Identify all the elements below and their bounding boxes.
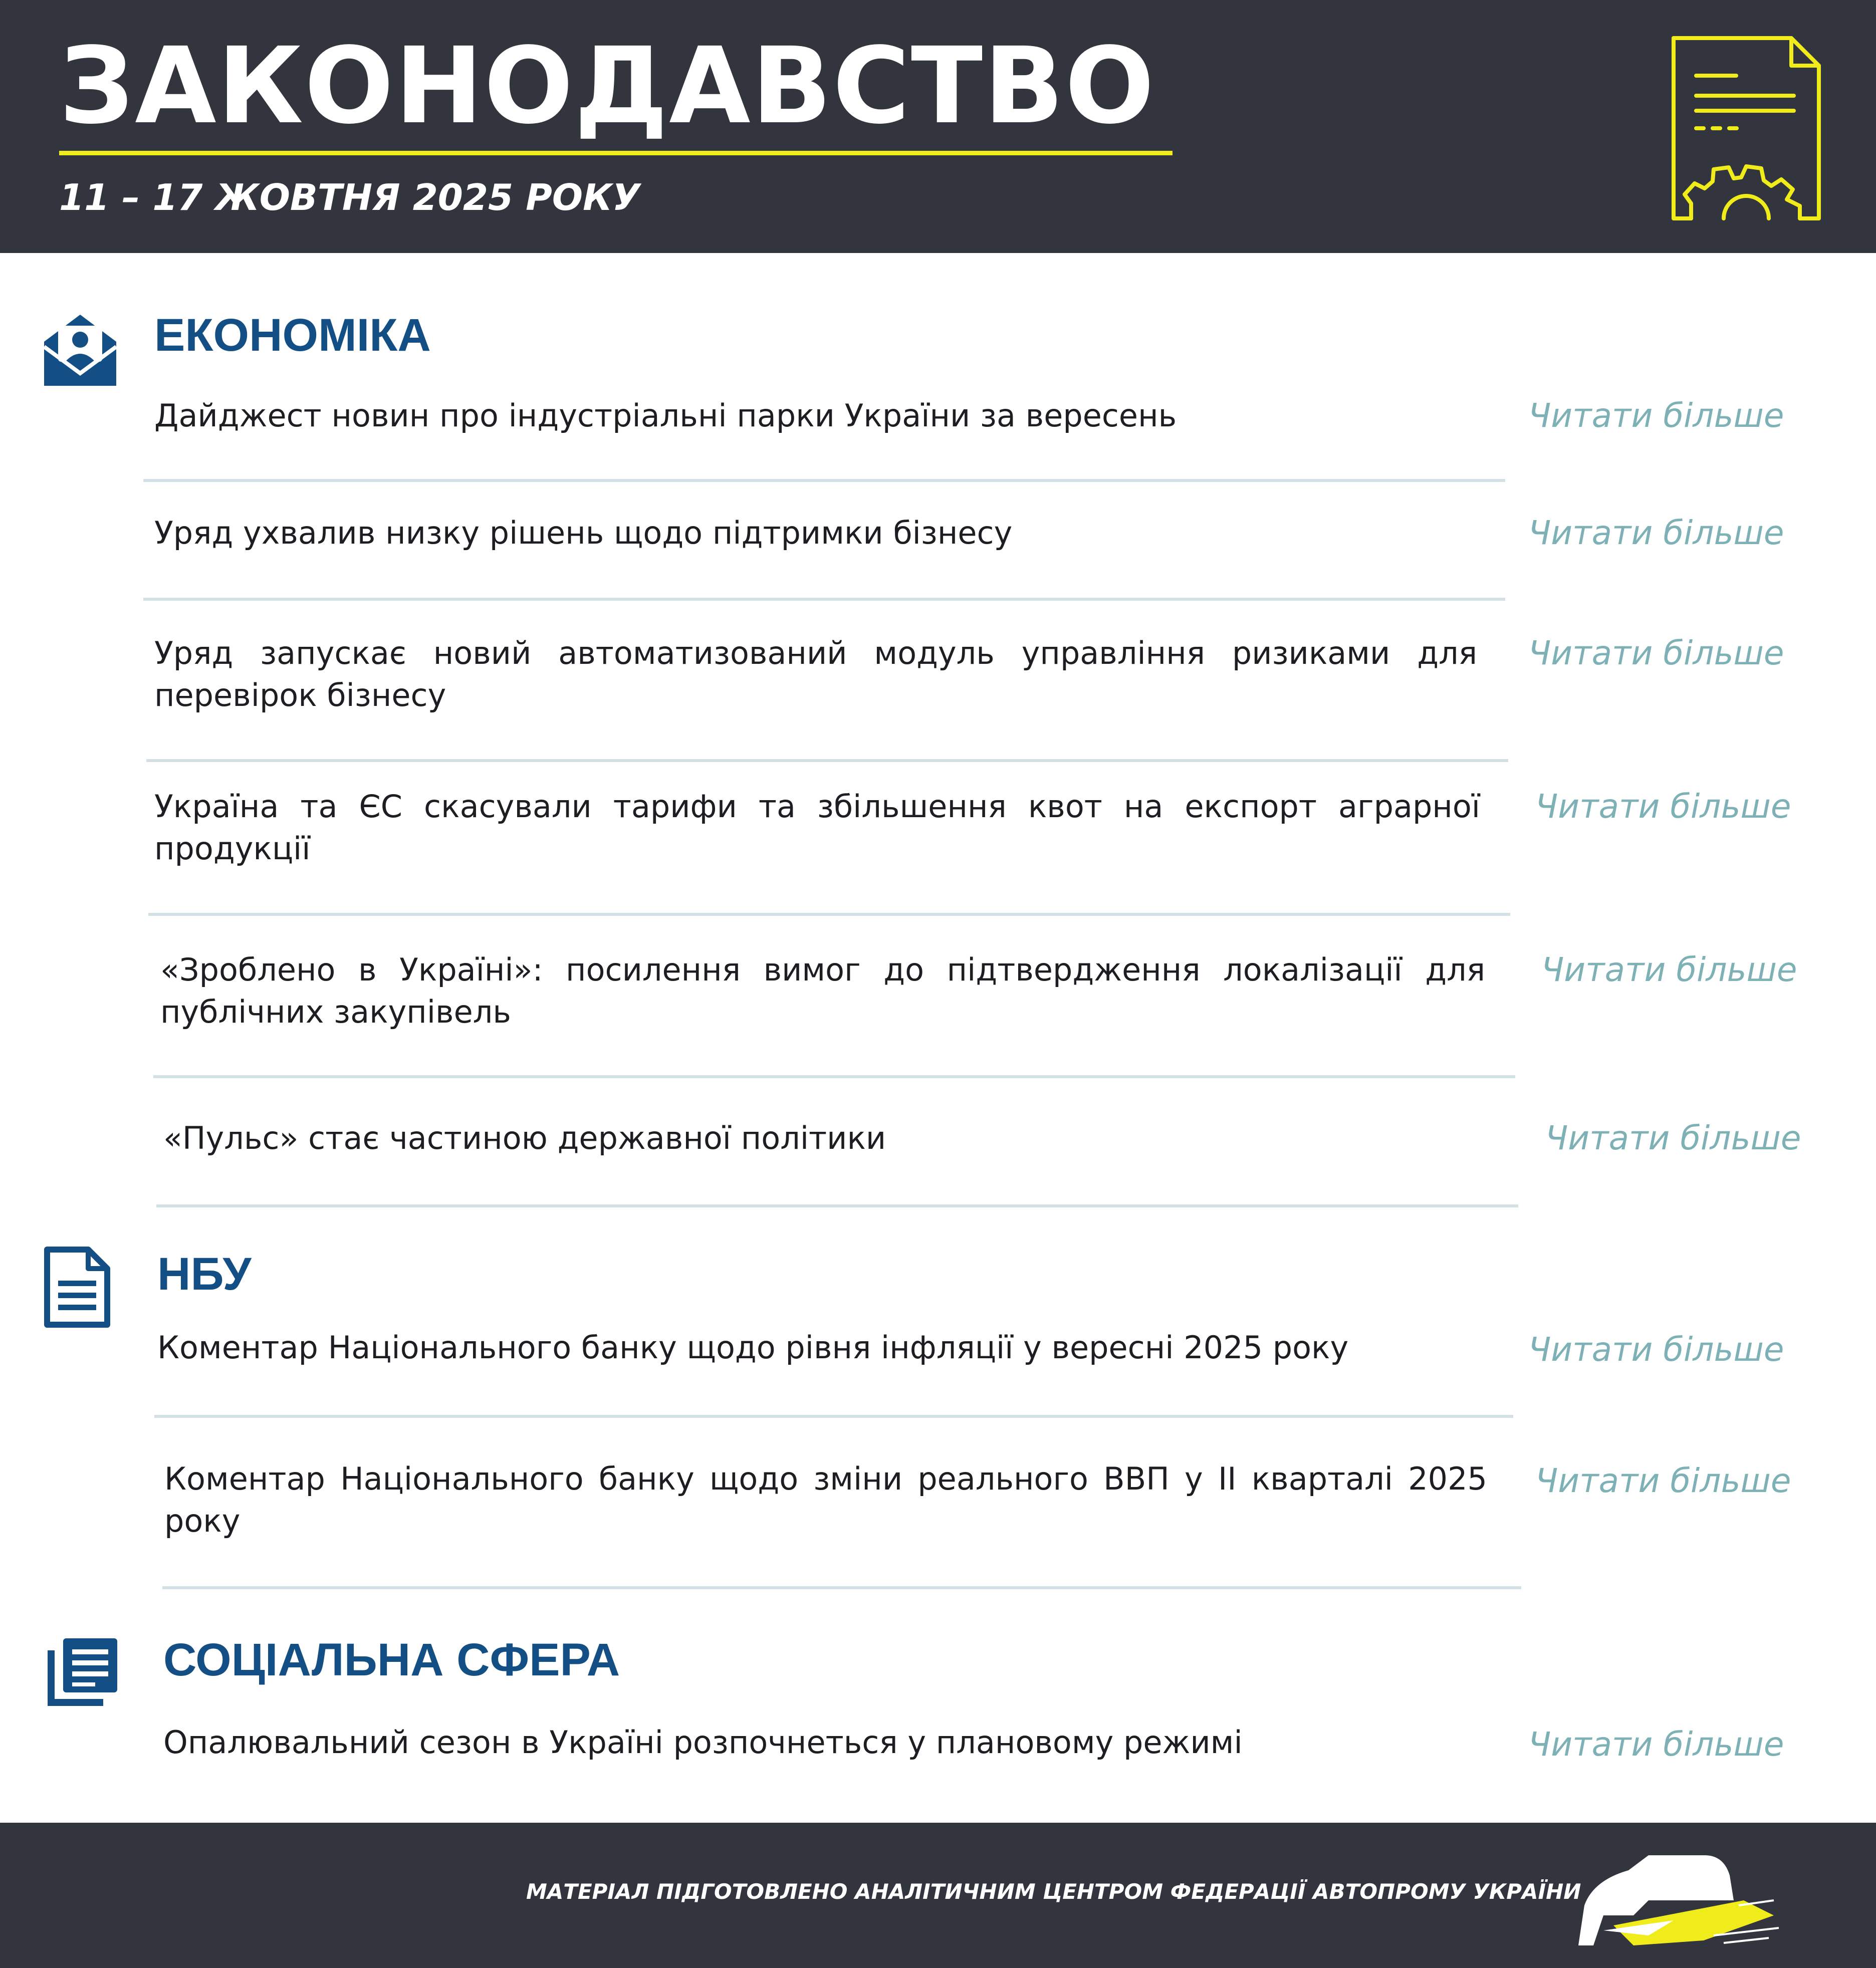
header-banner	[0, 0, 1876, 253]
document-gear-icon	[1669, 33, 1824, 233]
divider	[143, 479, 1505, 482]
news-item-industrial-parks: Дайджест новин про індустріальні парки України за вересень	[154, 397, 1177, 434]
federation-car-logo-icon	[1573, 1845, 1784, 1955]
divider	[154, 1415, 1513, 1418]
section-title-social: СОЦІАЛЬНА СФЕРА	[163, 1634, 620, 1685]
read-more-link[interactable]: Читати більше	[1528, 1725, 1784, 1764]
footer-credit: МАТЕРІАЛ ПІДГОТОВЛЕНО АНАЛІТИЧНИМ ЦЕНТРОМ ФЕДЕРАЦІЇ АВТОПРОМУ УКРАЇНИ	[526, 1879, 1581, 1904]
news-item-eu-tariffs: Україна та ЄС скасували тарифи та збільшення квот на експорт аграрної продукції	[154, 788, 1480, 867]
section-title-nbu: НБУ	[157, 1249, 252, 1300]
read-more-link[interactable]: Читати більше	[1535, 787, 1791, 826]
divider	[153, 1075, 1515, 1078]
divider	[156, 1204, 1518, 1207]
read-more-link[interactable]: Читати більше	[1528, 634, 1784, 672]
read-more-link[interactable]: Читати більше	[1541, 950, 1797, 989]
read-more-link[interactable]: Читати більше	[1528, 396, 1784, 435]
news-item-heating-season: Опалювальний сезон в Україні розпочнеться у плановому режимі	[163, 1724, 1243, 1761]
divider	[146, 759, 1508, 762]
divider	[162, 1586, 1521, 1589]
news-item-inflation: Коментар Національного банку щодо рівня інфляції у вересні 2025 року	[157, 1329, 1349, 1366]
newspaper-stack-icon	[44, 1635, 120, 1709]
news-item-business-support: Уряд ухвалив низку рішень щодо підтримки бізнесу	[154, 515, 1013, 551]
envelope-person-icon	[40, 311, 120, 391]
read-more-link[interactable]: Читати більше	[1528, 1330, 1784, 1369]
read-more-link[interactable]: Читати більше	[1528, 514, 1784, 552]
date-range: 11 – 17 ЖОВТНЯ 2025 РОКУ	[59, 176, 640, 218]
news-item-made-in-ukraine: «Зроблено в Україні»: посилення вимог до підтвердження локалізації для публічних закупівель	[160, 951, 1485, 1030]
divider	[143, 598, 1505, 601]
footer	[0, 1823, 1876, 1968]
section-title-economy: ЕКОНОМІКА	[154, 310, 431, 361]
divider	[148, 913, 1510, 916]
document-lines-icon	[42, 1245, 112, 1330]
news-item-puls: «Пульс» стає частиною державної політики	[163, 1120, 886, 1156]
read-more-link[interactable]: Читати більше	[1535, 1461, 1791, 1500]
header-underline	[59, 151, 1172, 155]
page-title: ЗАКОНОДАВСТВО	[59, 25, 1155, 147]
news-item-gdp: Коментар Національного банку щодо зміни реального ВВП у II кварталі 2025 року	[164, 1460, 1487, 1539]
read-more-link[interactable]: Читати більше	[1545, 1119, 1801, 1157]
news-item-risk-module: Уряд запускає новий автоматизований модуль управління ризиками для перевірок бізнесу	[154, 635, 1477, 713]
